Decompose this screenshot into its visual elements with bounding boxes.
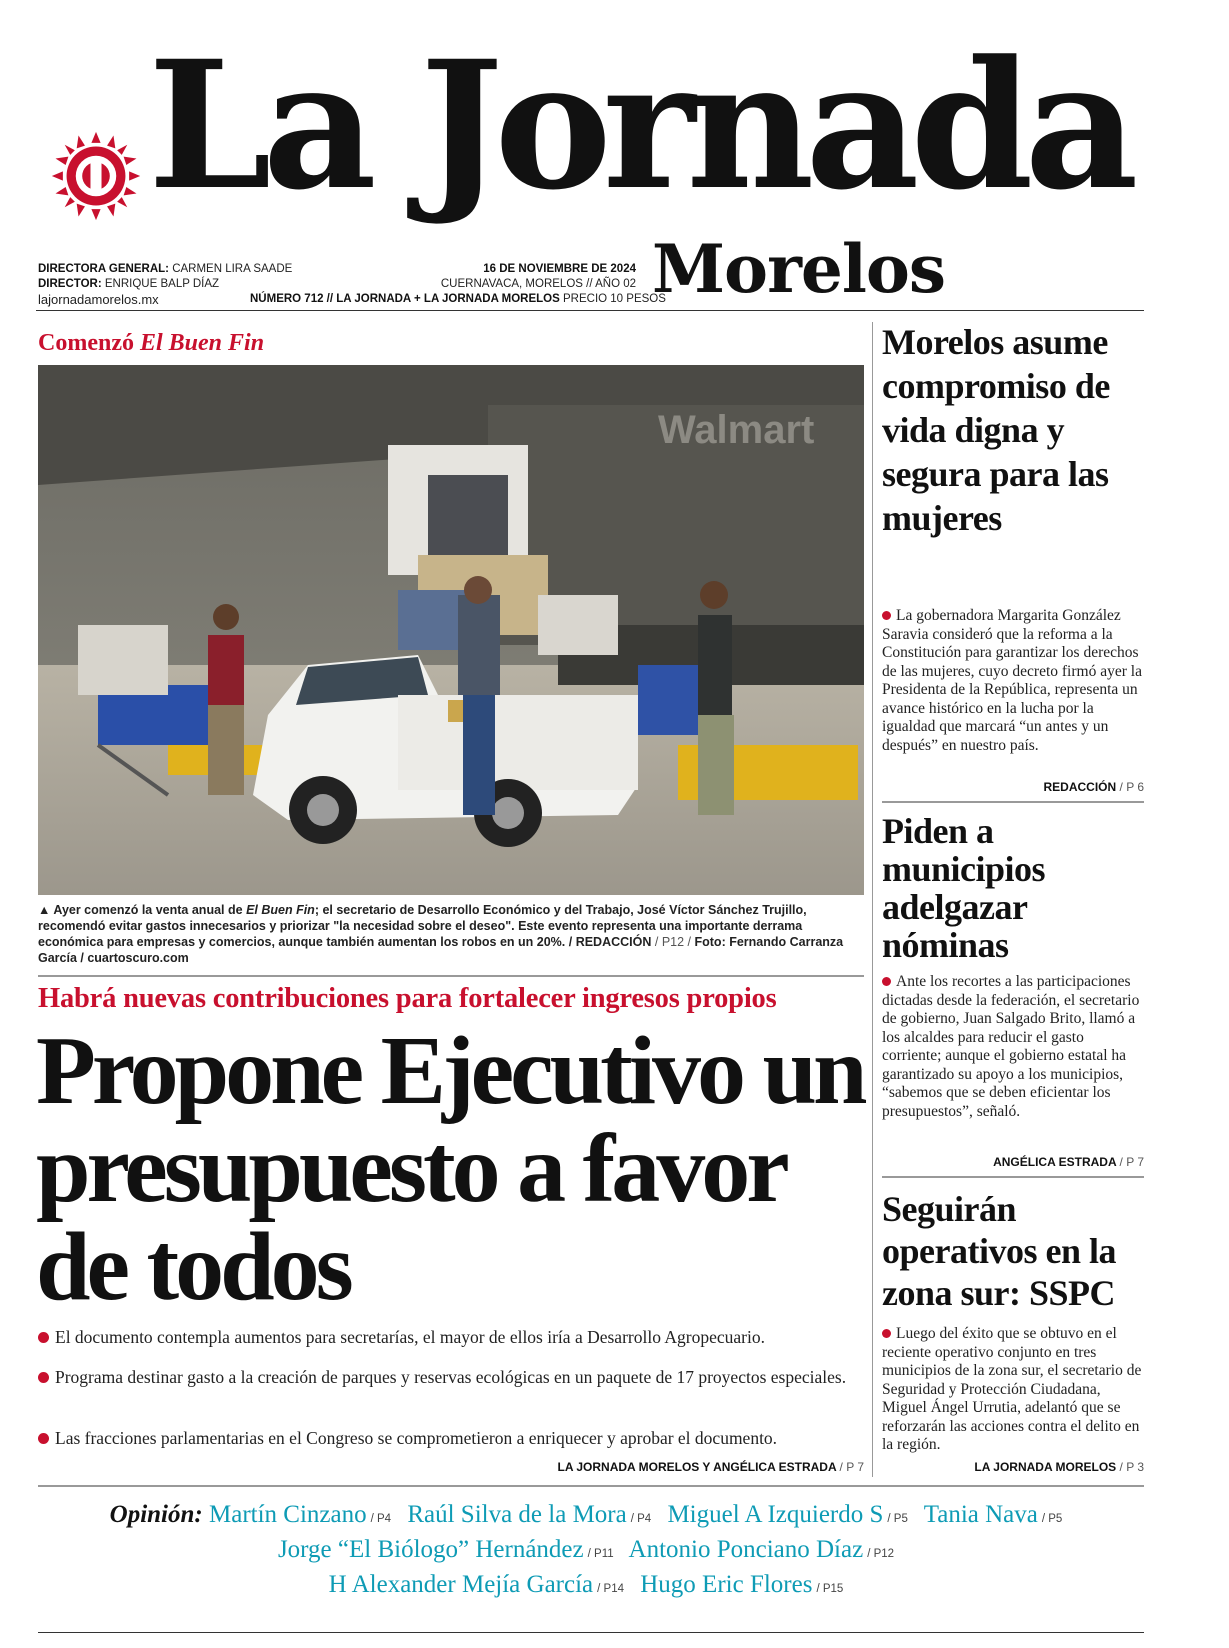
side-story-3-body: Luego del éxito que se obtuvo en el reciente operativo conjunto en tres municipios de la zona sur, el secretario de Seguridad y Protección Ciudadana, Miguel Ángel Urrutia, adelantó que se reforzarán las acciones contra el delito en la región.	[882, 1325, 1142, 1453]
caption-photo-credit: Foto: Fernando Carranza García / cuartoscuro.com	[38, 935, 844, 965]
side-story-3-credit: LA JORNADA MORELOS / P 3	[974, 1460, 1144, 1474]
opinion-page: / P5	[1041, 1513, 1063, 1525]
bullet-dot-icon	[882, 1329, 891, 1338]
director-name: ENRIQUE BALP DÍAZ	[104, 278, 220, 290]
side-story-1-headline[interactable]: Morelos asume compromiso de vida digna y segura para las mujeres	[882, 322, 1110, 538]
footer-rule	[38, 1632, 1144, 1633]
directora-label: DIRECTORA GENERAL:	[38, 263, 169, 275]
side-story-2-headline[interactable]: Piden a municipios adelgazar nóminas	[882, 811, 1046, 965]
parking-lot-scene-image	[38, 365, 864, 895]
main-headline[interactable]: Propone Ejecutivo un presupuesto a favor de todos	[36, 1017, 864, 1321]
opinion-author-link[interactable]: Hugo Eric Flores	[640, 1571, 813, 1598]
issue-location: CUERNAVACA, MORELOS // AÑO 02	[440, 278, 636, 290]
main-bullet-2: Programa destinar gasto a la creación de parques y reservas ecológicas en un paquete de 17 proyectos especiales.	[38, 1367, 864, 1388]
issue-number: NÚMERO 712 // LA JORNADA + LA JORNADA MORELOS	[250, 293, 560, 305]
director-label: DIRECTOR:	[38, 278, 102, 290]
photo-caption: ▲ Ayer comenzó la venta anual de El Buen Fin; el secretario de Desarrollo Económico y del Trabajo, José Víctor Sánchez Trujillo, recomendó evitar gastos innecesarios y priorizar "la necesidad sobre el deseo". Este evento representa una importante derrama económica para empresas y comercios, aunque también aumentan los robos en un 20%. / REDACCIÓN / P12 / Foto: Fernando Carranza García / cuartoscuro.com	[38, 903, 844, 965]
main-bullet-1: El documento contempla aumentos para secretarías, el mayor de ellos iría a Desarrollo Agropecuario.	[38, 1327, 864, 1348]
caption-page: / P12 /	[654, 935, 692, 949]
issue-date: 16 DE NOVIEMBRE DE 2024	[483, 263, 636, 275]
opinion-page: / P11	[587, 1548, 614, 1560]
opinion-author-link[interactable]: Miguel A Izquierdo S	[667, 1501, 884, 1528]
opinion-author-link[interactable]: Tania Nava	[923, 1501, 1038, 1528]
bullet-dot-icon	[882, 977, 891, 986]
opinion-page: / P5	[887, 1513, 908, 1525]
bullet-dot-icon	[38, 1372, 49, 1383]
bullet-dot-icon	[38, 1433, 49, 1444]
masthead-edition-info	[250, 262, 666, 307]
side-story-1-body: La gobernadora Margarita González Saravia consideró que la reforma a la Constitución para garantizar los derechos de las mujeres, cuyo decreto firmó ayer la Presidenta de la República, representa un avance histórico en la lucha por la igualdad que marcará “un antes y un después” en nuestro país.	[882, 607, 1142, 754]
main-bullet-3: Las fracciones parlamentarias en el Congreso se comprometieron a enriquecer y aprobar el documento.	[38, 1428, 864, 1449]
opinion-row-1	[38, 1500, 1144, 1534]
opinion-author-link[interactable]: Raúl Silva de la Mora	[407, 1501, 627, 1528]
opinion-row-2	[38, 1535, 1144, 1569]
side-rule-2	[882, 1176, 1144, 1178]
buen-fin-photo	[38, 365, 864, 895]
opinion-author-link[interactable]: Antonio Ponciano Díaz	[628, 1536, 864, 1563]
masthead-rule	[36, 310, 1144, 311]
masthead-brand: La Jornada	[148, 22, 1130, 229]
opinion-page: / P12	[867, 1548, 895, 1560]
opinion-page: / P4	[370, 1513, 392, 1525]
section-rule	[38, 975, 864, 977]
bullet-dot-icon	[38, 1332, 49, 1343]
main-story-credit: LA JORNADA MORELOS Y ANGÉLICA ESTRADA / P 7	[557, 1460, 864, 1474]
opinion-author-link[interactable]: H Alexander Mejía García	[328, 1571, 594, 1598]
opinion-page: / P4	[630, 1513, 652, 1525]
side-story-2-credit: ANGÉLICA ESTRADA / P 7	[993, 1155, 1144, 1169]
opinion-author-link[interactable]: Martín Cinzano	[209, 1501, 367, 1528]
opinion-label: Opinión:	[109, 1501, 203, 1528]
website-link[interactable]: lajornadamorelos.mx	[38, 292, 159, 307]
bullet-dot-icon	[882, 611, 891, 620]
directora-name: CARMEN LIRA SAADE	[172, 263, 293, 275]
photo-story-kicker: Comenzó El Buen Fin	[38, 330, 265, 356]
store-sign: Walmart	[658, 408, 815, 452]
opinion-page: / P14	[597, 1583, 624, 1595]
side-rule-1	[882, 801, 1144, 803]
masthead-brand-sub: Morelos	[652, 230, 946, 308]
main-story-kicker: Habrá nuevas contribuciones para fortalecer ingresos propios	[38, 983, 777, 1014]
opinion-row-3	[38, 1570, 1144, 1604]
side-story-1-credit: REDACCIÓN / P 6	[1043, 780, 1144, 794]
opinion-page: / P15	[816, 1583, 844, 1595]
column-divider	[872, 322, 873, 1477]
side-story-2-body: Ante los recortes a las participaciones dictadas desde la federación, el secretario de gobierno, Juan Salgado Brito, llamó a los alcaldes para reducir el gasto corriente; aunque el gobierno estatal ha garantizado su apoyo a los municipios, “sabemos que se deben eficientar los presupuestos”, señaló.	[882, 973, 1140, 1120]
sun-logo-icon	[50, 130, 142, 222]
issue-price: PRECIO 10 PESOS	[563, 293, 666, 305]
opinion-rule	[38, 1485, 1144, 1487]
opinion-author-link[interactable]: Jorge “El Biólogo” Hernández	[277, 1536, 584, 1563]
side-story-3-headline[interactable]: Seguirán operativos en la zona sur: SSPC	[882, 1189, 1116, 1313]
caption-credit: REDACCIÓN	[575, 935, 652, 949]
